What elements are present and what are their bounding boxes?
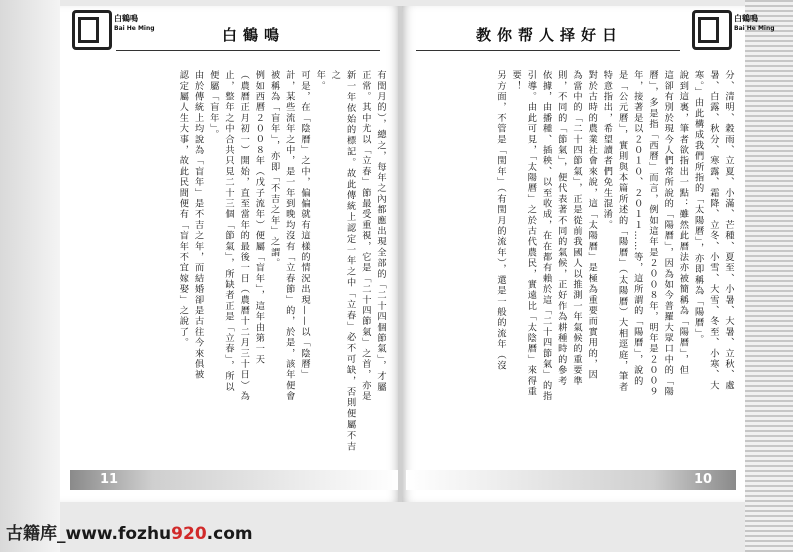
text-column: 對於古時的農業社會來說，這「太陽曆」是極為重要而實用的，因: [586, 70, 598, 381]
left-footer-bar: [70, 470, 400, 490]
logo-en: Bai He Ming: [114, 25, 155, 32]
left-header-title: 白鶴鳴: [222, 26, 286, 44]
text-column: 曆」，多是指「西曆」而言，例如這年是２００８年，明年是２００９: [646, 70, 658, 398]
text-column: 是「公元曆」，實則與本篇所述的「陽曆」（太陽曆）大相逕庭，筆者: [616, 70, 628, 393]
right-header-title: 教你帮人择好日: [476, 26, 624, 44]
text-column: 例如西曆２００８年（戊子流年）便屬「盲年」，這年由第一天: [253, 70, 265, 365]
right-page-number: 10: [694, 472, 713, 487]
text-column: 計，某些流年之中，是一年到晚均沒有「立春節」的，於是，該年便會: [283, 70, 295, 402]
logo-en: Bai He Ming: [734, 25, 775, 32]
text-column: 引導。由此可見，「太陽曆」之於古代農民，實遠比「太陰曆」來得重: [525, 70, 537, 398]
text-column: 另方面，不管是「閏年」（有閏月的流年），還是一般的流年（沒: [494, 70, 506, 372]
logo-icon: [72, 10, 112, 50]
text-column: 寒。」由此構成我們所指的「太陽曆」，亦即稱為「陽曆」。: [692, 70, 704, 346]
right-footer-bar: [406, 470, 736, 490]
text-column: 新一年依始的標記。故此傳統上認定一年之中「立春」必不可缺，否則便屬不吉之: [329, 70, 356, 452]
text-column: 止，整年之中合共只見二十三個「節氣」，所缺者正是「立春」，所以: [222, 70, 234, 393]
watermark-suffix: .com: [206, 524, 253, 544]
left-page-number: 11: [100, 472, 119, 487]
logo-zh: 白鶴鳴: [114, 14, 138, 23]
right-body-text: [420, 70, 736, 452]
text-column: 要！: [510, 70, 522, 92]
text-column: 為當中的「二十四節氣」，正是從前我國人以推測一年氣候的重要準: [570, 70, 582, 387]
left-page-edge: [0, 0, 60, 552]
text-column: 可是，在「陰曆」之中，偏偏就有這樣的情況出現——以「陰曆」: [298, 70, 310, 381]
text-column: 暑、白露、秋分、寒露、霜降、立冬、小雪、大雪、冬至、小寒、大: [707, 70, 719, 391]
text-column: 依據，由播種、插秧、以至收成，在在都有賴於這「二十四節氣」的指: [540, 70, 552, 402]
text-column: 便屬「盲年」。: [207, 70, 219, 141]
left-header-rule: [116, 50, 380, 51]
logo-zh: 白鶴鳴: [734, 14, 758, 23]
text-column: 說到這裏，筆者欲指出一點：雖然此曆法亦被簡稱為「陽曆」，但: [677, 70, 689, 376]
text-column: 特意指出，希望讀者們免生混淆。: [601, 70, 613, 231]
right-page-edge: [745, 0, 793, 552]
left-body-text: [88, 70, 388, 452]
text-column: 年。: [314, 70, 326, 92]
logo-icon: [692, 10, 732, 50]
right-header-rule: [416, 50, 680, 51]
text-column: 認定屬人生大事，故此民間便有「盲年不宜嫁娶」之說了。: [177, 70, 189, 349]
text-column: 被稱為「盲年」，亦即「不吉之年」之謂。: [268, 70, 280, 269]
text-column: 則，不同的「節氣」，便代表著不同的氣候，正好作為耕種時的參考: [555, 70, 567, 387]
site-watermark: [0, 520, 366, 548]
logo-text: [114, 14, 155, 32]
text-column: 由於傳統上均說為「盲年」是不吉之年，而結婚卻是古往今來俱被: [192, 70, 204, 381]
text-column: 年，接著是以２０１０、２０１１……等，這所謂的「陽曆」，說的: [631, 70, 643, 387]
text-column: （農曆正月初一）開始，直至當年的最後一日（農曆十二月三十日）為: [238, 70, 250, 402]
text-column: 分、清明、穀雨、立夏、小滿、芒種、夏至、小暑、大暑、立秋、處: [723, 70, 734, 391]
text-column: 有閏月的），總之，每年之內都應出現全部的「二十四個節氣」，才屬: [375, 70, 386, 393]
watermark-url: www.fozhu: [65, 524, 172, 544]
watermark-num: 920: [171, 524, 207, 544]
watermark-prefix: 古籍库_: [6, 524, 66, 544]
text-column: 正常。其中尤以「立春」節最受重視，它是「二十四節氣」之首，亦是: [359, 70, 371, 402]
logo-text: [734, 14, 775, 32]
text-column: 這卻有別於現今人們常所說的「陽曆」，因為如今普羅大眾口中的「陽: [662, 70, 674, 398]
